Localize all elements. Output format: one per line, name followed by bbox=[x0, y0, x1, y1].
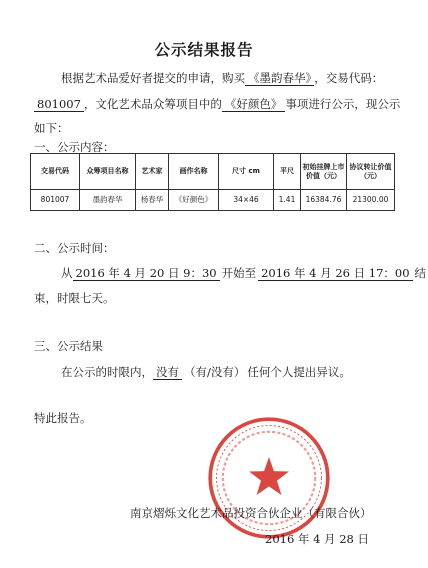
table-cell: 34×46 bbox=[219, 190, 274, 211]
table-cell: 801007 bbox=[31, 190, 80, 211]
signature-org: 南京熠烁文化艺术品投资合伙企业（有限合伙） bbox=[130, 506, 372, 520]
time-start: 2016 年 4 月 20 日 9：30 bbox=[73, 266, 220, 281]
result-options: （有/没有） bbox=[184, 365, 246, 379]
signature-date: 2016 年 4 月 28 日 bbox=[265, 532, 369, 546]
table-cell: 21300.00 bbox=[347, 190, 395, 211]
intro-trade-code: 801007 bbox=[34, 97, 84, 112]
time-from-label: 从 bbox=[61, 266, 73, 280]
table-header-cell: 初始挂牌上市价值（元） bbox=[301, 154, 347, 190]
section-1-heading: 一、公示内容： bbox=[34, 140, 115, 154]
time-line-1 bbox=[61, 265, 428, 281]
intro-line-2 bbox=[34, 96, 400, 112]
table-cell: 墨韵春华 bbox=[80, 190, 136, 211]
time-line-2: 束，时限七天。 bbox=[34, 291, 115, 305]
table-header-cell: 画作名称 bbox=[169, 154, 219, 190]
table-header-cell: 平尺 bbox=[274, 154, 301, 190]
intro-text-2a: ，文化艺术品众筹项目中的 bbox=[83, 97, 222, 111]
closing-text: 特此报告。 bbox=[34, 411, 92, 425]
time-tail: 结 bbox=[414, 266, 427, 280]
result-text-a: 在公示的时限内， bbox=[61, 365, 153, 379]
table-header-cell: 众筹项目名称 bbox=[80, 154, 136, 190]
result-value: 没有 bbox=[153, 365, 182, 380]
section-3-heading: 三、公示结果 bbox=[34, 339, 103, 353]
intro-work-name: 《墨韵春华》 bbox=[245, 71, 314, 86]
intro-text-1b: ，交易代码： bbox=[314, 71, 384, 85]
table-header-row bbox=[31, 154, 395, 190]
result-text-b: 任何个人提出异议。 bbox=[247, 365, 351, 379]
intro-line-3: 如下： bbox=[34, 121, 69, 135]
table-header-cell: 交易代码 bbox=[31, 154, 80, 190]
table-cell: 1.41 bbox=[274, 190, 301, 211]
intro-line-1 bbox=[61, 70, 383, 86]
table-cell: 《好颜色》 bbox=[169, 190, 219, 211]
table-header-cell: 艺术家 bbox=[136, 154, 169, 190]
time-mid-label: 开始至 bbox=[221, 266, 257, 280]
section-2-heading: 二、公示时间： bbox=[34, 241, 115, 255]
table-header-cell: 尺寸 cm bbox=[219, 154, 274, 190]
table-cell: 杨春华 bbox=[136, 190, 169, 211]
result-line bbox=[61, 364, 351, 380]
time-end: 2016 年 4 月 26 日 17：00 bbox=[258, 266, 412, 281]
intro-text-2b: 事项进行公示，现公示 bbox=[285, 97, 401, 111]
publicity-table bbox=[30, 153, 395, 211]
page-title: 公示结果报告 bbox=[154, 40, 254, 59]
table-row bbox=[31, 190, 395, 211]
company-seal bbox=[206, 415, 332, 541]
table-header-cell: 协议转让价值（元） bbox=[347, 154, 395, 190]
table-cell: 16384.76 bbox=[301, 190, 347, 211]
intro-painting-name: 《好颜色》 bbox=[222, 97, 286, 112]
intro-text-1a: 根据艺术品爱好者提交的申请，购买 bbox=[61, 71, 245, 85]
